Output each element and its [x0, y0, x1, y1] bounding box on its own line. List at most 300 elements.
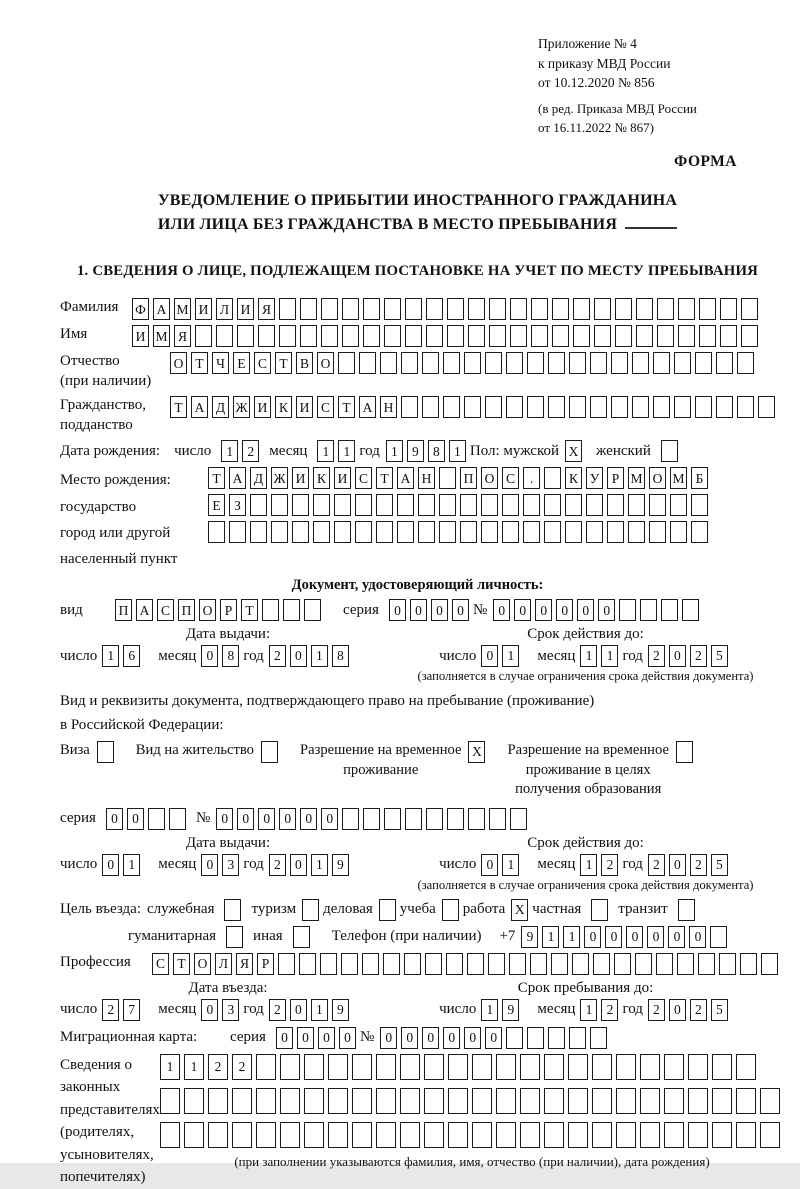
char-cell[interactable]	[720, 298, 737, 320]
char-cell[interactable]	[607, 521, 624, 543]
char-cell[interactable]: Ж	[233, 396, 250, 418]
char-cell[interactable]	[674, 352, 691, 374]
char-cell[interactable]	[313, 521, 330, 543]
char-cell[interactable]: 1	[563, 926, 580, 948]
char-cell[interactable]	[278, 953, 295, 975]
char-cell[interactable]: 0	[464, 1027, 481, 1049]
char-cell[interactable]: Т	[376, 467, 393, 489]
char-cell[interactable]	[97, 741, 114, 763]
char-cell[interactable]: 1	[317, 440, 334, 462]
char-cell[interactable]: 0	[237, 808, 254, 830]
char-cell[interactable]: 1	[311, 645, 328, 667]
char-cell[interactable]	[594, 298, 611, 320]
char-cell[interactable]: 0	[577, 599, 594, 621]
char-cell[interactable]	[443, 352, 460, 374]
char-cell[interactable]: 1	[449, 440, 466, 462]
char-cell[interactable]	[760, 1122, 780, 1148]
char-cell[interactable]: 1	[160, 1054, 180, 1080]
char-cell[interactable]: 8	[428, 440, 445, 462]
char-cell[interactable]: У	[586, 467, 603, 489]
char-cell[interactable]	[380, 352, 397, 374]
char-cell[interactable]: 0	[669, 999, 686, 1021]
char-cell[interactable]	[758, 396, 775, 418]
char-cell[interactable]: К	[275, 396, 292, 418]
char-cell[interactable]: И	[292, 467, 309, 489]
char-cell[interactable]: О	[649, 467, 666, 489]
char-cell[interactable]: Л	[215, 953, 232, 975]
char-cell[interactable]: Т	[173, 953, 190, 975]
char-cell[interactable]	[256, 1088, 276, 1114]
char-cell[interactable]	[489, 808, 506, 830]
char-cell[interactable]	[467, 953, 484, 975]
char-cell[interactable]	[447, 325, 464, 347]
char-cell[interactable]	[262, 599, 279, 621]
char-cell[interactable]: 0	[290, 854, 307, 876]
char-cell[interactable]: 0	[216, 808, 233, 830]
char-cell[interactable]	[279, 298, 296, 320]
char-cell[interactable]	[208, 1088, 228, 1114]
char-cell[interactable]	[400, 1054, 420, 1080]
char-cell[interactable]	[400, 1088, 420, 1114]
char-cell[interactable]	[657, 298, 674, 320]
char-cell[interactable]	[506, 352, 523, 374]
char-cell[interactable]	[632, 352, 649, 374]
char-cell[interactable]: 9	[332, 854, 349, 876]
char-cell[interactable]	[496, 1054, 516, 1080]
char-cell[interactable]	[736, 1054, 756, 1080]
char-cell[interactable]	[334, 521, 351, 543]
char-cell[interactable]: 2	[690, 854, 707, 876]
char-cell[interactable]: 6	[123, 645, 140, 667]
char-cell[interactable]	[656, 953, 673, 975]
char-cell[interactable]	[418, 494, 435, 516]
char-cell[interactable]: 2	[232, 1054, 252, 1080]
char-cell[interactable]	[691, 521, 708, 543]
char-cell[interactable]	[352, 1088, 372, 1114]
char-cell[interactable]	[590, 396, 607, 418]
char-cell[interactable]	[472, 1088, 492, 1114]
char-cell[interactable]	[719, 953, 736, 975]
char-cell[interactable]: 1	[338, 440, 355, 462]
char-cell[interactable]: А	[359, 396, 376, 418]
char-cell[interactable]	[565, 494, 582, 516]
char-cell[interactable]	[283, 599, 300, 621]
char-cell[interactable]	[293, 926, 310, 948]
char-cell[interactable]	[632, 396, 649, 418]
char-cell[interactable]	[496, 1122, 516, 1148]
char-cell[interactable]: К	[565, 467, 582, 489]
char-cell[interactable]	[250, 521, 267, 543]
char-cell[interactable]: 1	[311, 999, 328, 1021]
char-cell[interactable]	[355, 521, 372, 543]
char-cell[interactable]	[184, 1088, 204, 1114]
char-cell[interactable]	[292, 521, 309, 543]
char-cell[interactable]	[328, 1088, 348, 1114]
char-cell[interactable]	[688, 1088, 708, 1114]
char-cell[interactable]	[460, 521, 477, 543]
char-cell[interactable]: 0	[201, 999, 218, 1021]
char-cell[interactable]	[586, 494, 603, 516]
char-cell[interactable]: 1	[601, 645, 618, 667]
char-cell[interactable]: А	[397, 467, 414, 489]
char-cell[interactable]: Р	[220, 599, 237, 621]
char-cell[interactable]	[376, 1054, 396, 1080]
char-cell[interactable]	[640, 1054, 660, 1080]
char-cell[interactable]	[615, 298, 632, 320]
char-cell[interactable]	[279, 325, 296, 347]
char-cell[interactable]	[740, 953, 757, 975]
char-cell[interactable]	[271, 494, 288, 516]
char-cell[interactable]: 2	[242, 440, 259, 462]
char-cell[interactable]	[384, 325, 401, 347]
char-cell[interactable]	[404, 953, 421, 975]
char-cell[interactable]	[448, 1054, 468, 1080]
char-cell[interactable]	[712, 1054, 732, 1080]
char-cell[interactable]	[328, 1122, 348, 1148]
char-cell[interactable]: 1	[502, 854, 519, 876]
char-cell[interactable]: И	[296, 396, 313, 418]
char-cell[interactable]	[691, 494, 708, 516]
char-cell[interactable]: Т	[191, 352, 208, 374]
char-cell[interactable]	[216, 325, 233, 347]
char-cell[interactable]: 0	[689, 926, 706, 948]
char-cell[interactable]: 0	[485, 1027, 502, 1049]
char-cell[interactable]: 0	[556, 599, 573, 621]
char-cell[interactable]	[590, 1027, 607, 1049]
char-cell[interactable]: О	[481, 467, 498, 489]
char-cell[interactable]	[614, 953, 631, 975]
char-cell[interactable]	[544, 1122, 564, 1148]
char-cell[interactable]	[359, 352, 376, 374]
char-cell[interactable]	[616, 1054, 636, 1080]
char-cell[interactable]	[635, 953, 652, 975]
char-cell[interactable]	[695, 352, 712, 374]
char-cell[interactable]	[615, 325, 632, 347]
char-cell[interactable]	[376, 1088, 396, 1114]
char-cell[interactable]	[568, 1054, 588, 1080]
char-cell[interactable]	[446, 953, 463, 975]
char-cell[interactable]	[544, 494, 561, 516]
char-cell[interactable]	[698, 953, 715, 975]
char-cell[interactable]	[280, 1054, 300, 1080]
char-cell[interactable]: Р	[607, 467, 624, 489]
char-cell[interactable]: 5	[711, 999, 728, 1021]
char-cell[interactable]	[640, 1122, 660, 1148]
char-cell[interactable]	[426, 808, 443, 830]
char-cell[interactable]	[628, 521, 645, 543]
char-cell[interactable]	[422, 396, 439, 418]
char-cell[interactable]: Д	[250, 467, 267, 489]
char-cell[interactable]	[379, 899, 396, 921]
char-cell[interactable]	[304, 599, 321, 621]
char-cell[interactable]	[250, 494, 267, 516]
char-cell[interactable]: 1	[580, 999, 597, 1021]
char-cell[interactable]	[699, 325, 716, 347]
char-cell[interactable]	[442, 899, 459, 921]
char-cell[interactable]	[313, 494, 330, 516]
char-cell[interactable]	[405, 325, 422, 347]
char-cell[interactable]	[352, 1054, 372, 1080]
char-cell[interactable]	[464, 352, 481, 374]
char-cell[interactable]	[670, 521, 687, 543]
char-cell[interactable]: И	[334, 467, 351, 489]
char-cell[interactable]: П	[115, 599, 132, 621]
char-cell[interactable]	[184, 1122, 204, 1148]
char-cell[interactable]	[405, 808, 422, 830]
char-cell[interactable]	[383, 953, 400, 975]
char-cell[interactable]	[544, 521, 561, 543]
char-cell[interactable]: М	[670, 467, 687, 489]
char-cell[interactable]	[355, 494, 372, 516]
char-cell[interactable]: 9	[407, 440, 424, 462]
char-cell[interactable]	[232, 1122, 252, 1148]
char-cell[interactable]	[148, 808, 165, 830]
char-cell[interactable]: 9	[521, 926, 538, 948]
char-cell[interactable]	[649, 494, 666, 516]
char-cell[interactable]	[678, 298, 695, 320]
char-cell[interactable]: О	[317, 352, 334, 374]
char-cell[interactable]: 1	[580, 645, 597, 667]
char-cell[interactable]: С	[157, 599, 174, 621]
char-cell[interactable]	[224, 899, 241, 921]
char-cell[interactable]	[328, 1054, 348, 1080]
char-cell[interactable]	[552, 325, 569, 347]
char-cell[interactable]	[447, 298, 464, 320]
char-cell[interactable]: Р	[257, 953, 274, 975]
char-cell[interactable]	[569, 1027, 586, 1049]
char-cell[interactable]	[688, 1054, 708, 1080]
char-cell[interactable]	[376, 1122, 396, 1148]
char-cell[interactable]	[443, 396, 460, 418]
char-cell[interactable]: 0	[626, 926, 643, 948]
char-cell[interactable]	[678, 899, 695, 921]
char-cell[interactable]: З	[229, 494, 246, 516]
char-cell[interactable]	[363, 808, 380, 830]
char-cell[interactable]: 0	[279, 808, 296, 830]
char-cell[interactable]: 2	[102, 999, 119, 1021]
char-cell[interactable]: О	[170, 352, 187, 374]
char-cell[interactable]: 2	[690, 645, 707, 667]
char-cell[interactable]: 0	[535, 599, 552, 621]
char-cell[interactable]: А	[153, 298, 170, 320]
char-cell[interactable]: 2	[690, 999, 707, 1021]
char-cell[interactable]: Е	[208, 494, 225, 516]
char-cell[interactable]	[271, 521, 288, 543]
char-cell[interactable]	[363, 325, 380, 347]
char-cell[interactable]	[527, 1027, 544, 1049]
char-cell[interactable]	[572, 953, 589, 975]
char-cell[interactable]: Я	[174, 325, 191, 347]
char-cell[interactable]: Ч	[212, 352, 229, 374]
char-cell[interactable]	[502, 494, 519, 516]
char-cell[interactable]	[341, 953, 358, 975]
char-cell[interactable]: И	[254, 396, 271, 418]
char-cell[interactable]	[256, 1054, 276, 1080]
char-cell[interactable]: 0	[297, 1027, 314, 1049]
char-cell[interactable]: 1	[542, 926, 559, 948]
char-cell[interactable]	[523, 521, 540, 543]
char-cell[interactable]	[736, 1122, 756, 1148]
char-cell[interactable]: Е	[233, 352, 250, 374]
char-cell[interactable]	[208, 1122, 228, 1148]
char-cell[interactable]: 0	[339, 1027, 356, 1049]
char-cell[interactable]: Я	[236, 953, 253, 975]
char-cell[interactable]: 2	[648, 854, 665, 876]
char-cell[interactable]	[670, 494, 687, 516]
char-cell[interactable]	[544, 467, 561, 489]
char-cell[interactable]: 0	[493, 599, 510, 621]
char-cell[interactable]	[342, 808, 359, 830]
char-cell[interactable]	[616, 1088, 636, 1114]
char-cell[interactable]	[676, 741, 693, 763]
char-cell[interactable]: 0	[290, 645, 307, 667]
char-cell[interactable]: 0	[443, 1027, 460, 1049]
char-cell[interactable]	[649, 521, 666, 543]
char-cell[interactable]	[741, 298, 758, 320]
char-cell[interactable]	[586, 521, 603, 543]
char-cell[interactable]: 7	[123, 999, 140, 1021]
char-cell[interactable]	[460, 494, 477, 516]
char-cell[interactable]: 0	[669, 854, 686, 876]
char-cell[interactable]: 3	[222, 999, 239, 1021]
char-cell[interactable]	[548, 396, 565, 418]
char-cell[interactable]	[619, 599, 636, 621]
char-cell[interactable]	[321, 325, 338, 347]
char-cell[interactable]: 0	[452, 599, 469, 621]
char-cell[interactable]	[397, 494, 414, 516]
char-cell[interactable]	[653, 352, 670, 374]
char-cell[interactable]	[761, 953, 778, 975]
char-cell[interactable]	[760, 1088, 780, 1114]
char-cell[interactable]: 0	[106, 808, 123, 830]
char-cell[interactable]: 2	[601, 854, 618, 876]
char-cell[interactable]: 0	[258, 808, 275, 830]
char-cell[interactable]	[464, 396, 481, 418]
char-cell[interactable]: С	[317, 396, 334, 418]
char-cell[interactable]: Б	[691, 467, 708, 489]
char-cell[interactable]	[362, 953, 379, 975]
char-cell[interactable]	[510, 808, 527, 830]
char-cell[interactable]: Т	[338, 396, 355, 418]
char-cell[interactable]: 2	[269, 854, 286, 876]
char-cell[interactable]	[321, 298, 338, 320]
char-cell[interactable]	[552, 298, 569, 320]
char-cell[interactable]	[607, 494, 624, 516]
char-cell[interactable]	[448, 1122, 468, 1148]
char-cell[interactable]	[489, 325, 506, 347]
char-cell[interactable]	[352, 1122, 372, 1148]
char-cell[interactable]	[424, 1088, 444, 1114]
char-cell[interactable]: А	[229, 467, 246, 489]
char-cell[interactable]: 0	[481, 854, 498, 876]
char-cell[interactable]	[448, 1088, 468, 1114]
char-cell[interactable]: 0	[290, 999, 307, 1021]
char-cell[interactable]: Д	[212, 396, 229, 418]
char-cell[interactable]	[661, 599, 678, 621]
char-cell[interactable]	[573, 298, 590, 320]
char-cell[interactable]: 1	[102, 645, 119, 667]
char-cell[interactable]	[439, 467, 456, 489]
char-cell[interactable]	[334, 494, 351, 516]
char-cell[interactable]	[544, 1088, 564, 1114]
char-cell[interactable]	[640, 1088, 660, 1114]
char-cell[interactable]: 1	[123, 854, 140, 876]
char-cell[interactable]: 5	[711, 645, 728, 667]
char-cell[interactable]: Ф	[132, 298, 149, 320]
char-cell[interactable]	[551, 953, 568, 975]
char-cell[interactable]: X	[565, 440, 582, 462]
char-cell[interactable]	[712, 1088, 732, 1114]
char-cell[interactable]	[712, 1122, 732, 1148]
char-cell[interactable]	[611, 352, 628, 374]
char-cell[interactable]	[485, 352, 502, 374]
char-cell[interactable]: 0	[514, 599, 531, 621]
char-cell[interactable]	[674, 396, 691, 418]
char-cell[interactable]: О	[194, 953, 211, 975]
char-cell[interactable]: 9	[332, 999, 349, 1021]
char-cell[interactable]	[363, 298, 380, 320]
char-cell[interactable]	[688, 1122, 708, 1148]
char-cell[interactable]: Л	[216, 298, 233, 320]
char-cell[interactable]: 0	[318, 1027, 335, 1049]
char-cell[interactable]	[160, 1122, 180, 1148]
char-cell[interactable]: 1	[481, 999, 498, 1021]
char-cell[interactable]: 1	[502, 645, 519, 667]
char-cell[interactable]	[397, 521, 414, 543]
char-cell[interactable]	[342, 325, 359, 347]
char-cell[interactable]	[568, 1088, 588, 1114]
char-cell[interactable]	[300, 325, 317, 347]
char-cell[interactable]: 1	[221, 440, 238, 462]
char-cell[interactable]	[376, 494, 393, 516]
char-cell[interactable]: 1	[184, 1054, 204, 1080]
char-cell[interactable]	[682, 599, 699, 621]
char-cell[interactable]: 2	[208, 1054, 228, 1080]
char-cell[interactable]	[195, 325, 212, 347]
char-cell[interactable]: 0	[647, 926, 664, 948]
char-cell[interactable]: 0	[201, 645, 218, 667]
char-cell[interactable]	[523, 494, 540, 516]
char-cell[interactable]: 2	[648, 999, 665, 1021]
char-cell[interactable]	[591, 899, 608, 921]
char-cell[interactable]	[485, 396, 502, 418]
char-cell[interactable]	[593, 953, 610, 975]
char-cell[interactable]: 2	[269, 645, 286, 667]
char-cell[interactable]	[304, 1054, 324, 1080]
char-cell[interactable]: 8	[332, 645, 349, 667]
char-cell[interactable]: 9	[502, 999, 519, 1021]
char-cell[interactable]: 3	[222, 854, 239, 876]
char-cell[interactable]	[496, 1088, 516, 1114]
char-cell[interactable]	[426, 325, 443, 347]
char-cell[interactable]	[401, 396, 418, 418]
char-cell[interactable]: 0	[668, 926, 685, 948]
char-cell[interactable]: 0	[201, 854, 218, 876]
char-cell[interactable]	[716, 396, 733, 418]
char-cell[interactable]: 0	[605, 926, 622, 948]
char-cell[interactable]	[302, 899, 319, 921]
char-cell[interactable]	[299, 953, 316, 975]
char-cell[interactable]	[208, 521, 225, 543]
char-cell[interactable]: А	[191, 396, 208, 418]
char-cell[interactable]: К	[313, 467, 330, 489]
char-cell[interactable]	[376, 521, 393, 543]
char-cell[interactable]: Н	[418, 467, 435, 489]
char-cell[interactable]	[653, 396, 670, 418]
char-cell[interactable]	[342, 298, 359, 320]
char-cell[interactable]: X	[468, 741, 485, 763]
char-cell[interactable]: 0	[127, 808, 144, 830]
